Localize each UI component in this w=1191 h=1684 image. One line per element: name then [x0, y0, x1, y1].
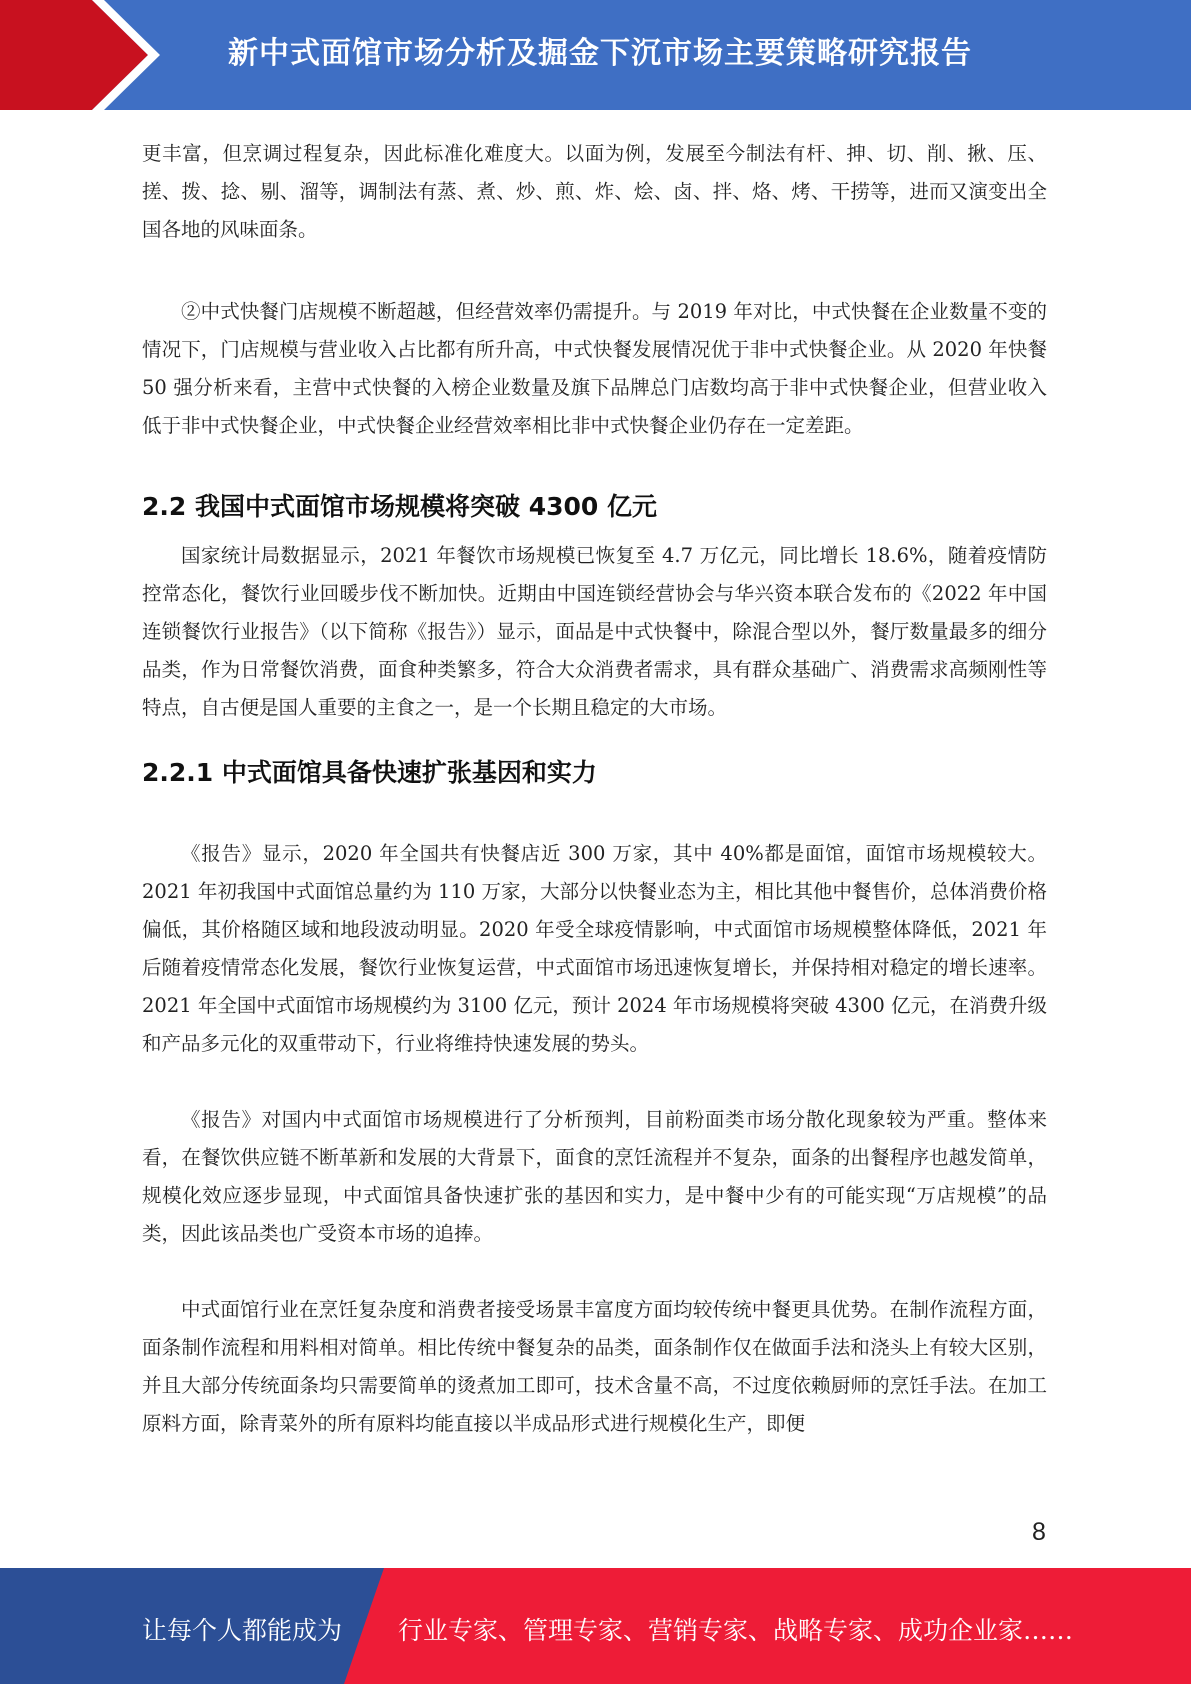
page-number: 8 — [1032, 1518, 1046, 1546]
page-footer — [0, 1568, 1191, 1684]
paragraph-2: ②中式快餐门店规模不断超越，但经营效率仍需提升。与 2019 年对比，中式快餐在企业数量不变的情况下，门店规模与营业收入占比都有所升高，中式快餐发展情况优于非中式快餐企业。从 2020 年快餐 50 强分析来看，主营中式快餐的入榜企业数量及旗下品牌总门店数均高于非中式快餐企业，但营业收入低于非中式快餐企业，中式快餐企业经营效率相比非中式快餐企业仍存在一定差距。 — [142, 300, 1047, 437]
document-body — [142, 135, 1047, 1443]
report-title: 新中式面馆市场分析及掘金下沉市场主要策略研究报告 — [228, 36, 972, 71]
page-header — [0, 0, 1191, 110]
paragraph-4: 《报告》显示，2020 年全国共有快餐店近 300 万家，其中 40%都是面馆，面馆市场规模较大。2021 年初我国中式面馆总量约为 110 万家，大部分以快餐业态为主，相比其他中餐售价，总体消费价格偏低，其价格随区域和地段波动明显。2020 年受全球疫情影响，中式面馆市场规模整体降低，2021 年后随着疫情常态化发展，餐饮行业恢复运营，中式面馆市场迅速恢复增长，并保持相对稳定的增长速率。2021 年全国中式面馆市场规模约为 3100 亿元，预计 2024 年市场规模将突破 4300 亿元，在消费升级和产品多元化的双重带动下，行业将维持快速发展的势头。 — [142, 842, 1047, 1055]
paragraph-5: 《报告》对国内中式面馆市场规模进行了分析预判，目前粉面类市场分散化现象较为严重。整体来看，在餐饮供应链不断革新和发展的大背景下，面食的烹饪流程并不复杂，面条的出餐程序也越发简单，规模化效应逐步显现，中式面馆具备快速扩张的基因和实力，是中餐中少有的可能实现“万店规模”的品类，因此该品类也广受资本市场的追捧。 — [142, 1108, 1047, 1245]
section-heading-2-2-1: 2.2.1 中式面馆具备快速扩张基因和实力 — [142, 758, 597, 787]
footer-slogan-left: 让每个人都能成为 — [142, 1616, 343, 1645]
paragraph-1: 更丰富，但烹调过程复杂，因此标准化难度大。以面为例，发展至今制法有杆、抻、切、削、揪、压、搓、拨、捻、剔、溜等，调制法有蒸、煮、炒、煎、炸、烩、卤、拌、烙、烤、干捞等，进而又演变出全国各地的风味面条。 — [142, 142, 1047, 241]
paragraph-3: 国家统计局数据显示，2021 年餐饮市场规模已恢复至 4.7 万亿元，同比增长 18.6%，随着疫情防控常态化，餐饮行业回暖步伐不断加快。近期由中国连锁经营协会与华兴资本联合发布的《2022 年中国连锁餐饮行业报告》（以下简称《报告》）显示，面品是中式快餐中，除混合型以外，餐厅数量最多的细分品类，作为日常餐饮消费，面食种类繁多，符合大众消费者需求，具有群众基础广、消费需求高频刚性等特点，自古便是国人重要的主食之一，是一个长期且稳定的大市场。 — [142, 544, 1047, 719]
footer-slogan-right: 行业专家、管理专家、营销专家、战略专家、成功企业家…… — [398, 1616, 1074, 1645]
section-heading-2-2: 2.2 我国中式面馆市场规模将突破 4300 亿元 — [142, 492, 657, 521]
paragraph-6: 中式面馆行业在烹饪复杂度和消费者接受场景丰富度方面均较传统中餐更具优势。在制作流程方面，面条制作流程和用料相对简单。相比传统中餐复杂的品类，面条制作仅在做面手法和浇头上有较大区别，并且大部分传统面条均只需要简单的烫煮加工即可，技术含量不高，不过度依赖厨师的烹饪手法。在加工原料方面，除青菜外的所有原料均能直接以半成品形式进行规模化生产，即便 — [142, 1298, 1047, 1435]
